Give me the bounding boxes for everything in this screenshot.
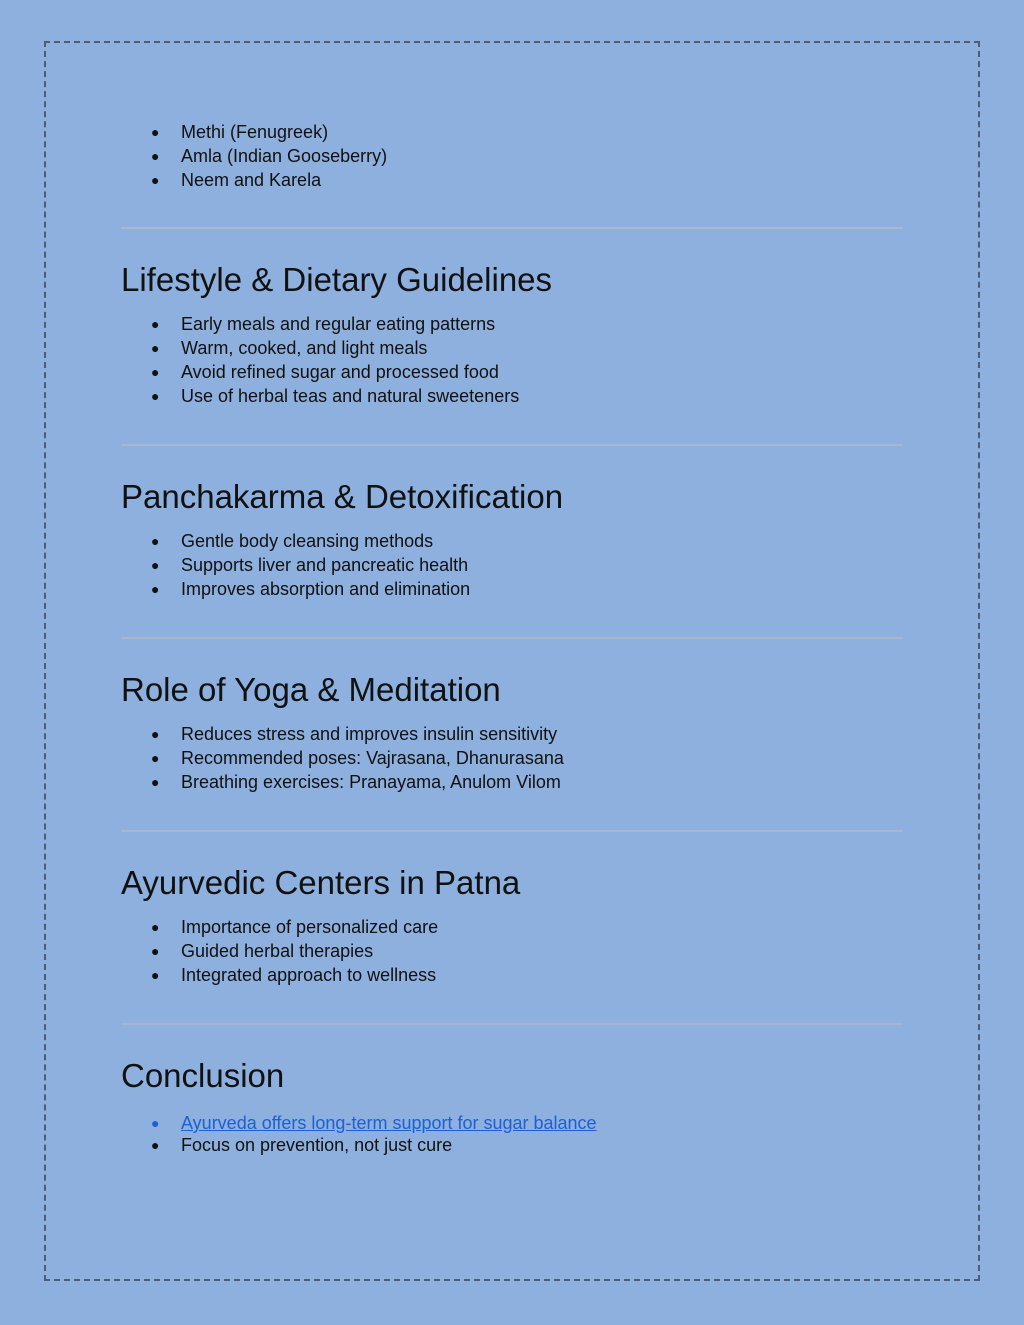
- section-divider: [121, 227, 903, 229]
- list-item: ● Supports liver and pancreatic health: [151, 555, 469, 575]
- bullet-icon: ●: [151, 1115, 160, 1131]
- bullet-icon: ●: [151, 581, 160, 597]
- bullet-icon: ●: [151, 172, 160, 188]
- bullet-icon: ●: [151, 774, 160, 790]
- section-title-centers: Ayurvedic Centers in Patna: [121, 864, 521, 901]
- panchakarma-list: [121, 529, 903, 601]
- list-item: ● Gentle body cleansing methods: [151, 531, 434, 551]
- bullet-icon: ●: [151, 750, 160, 766]
- bullet-icon: ●: [151, 726, 160, 742]
- bullet-icon: ●: [151, 364, 160, 380]
- list-item: ● Guided herbal therapies: [151, 941, 374, 961]
- list-item: ● Methi (Fenugreek): [151, 122, 329, 142]
- list-item: ● Warm, cooked, and light meals: [151, 338, 428, 358]
- section-title-conclusion: Conclusion: [121, 1057, 285, 1094]
- bullet-icon: ●: [151, 919, 160, 935]
- bullet-icon: ●: [151, 388, 160, 404]
- list-item: ● Importance of personalized care: [151, 917, 439, 937]
- bullet-icon: ●: [151, 1137, 160, 1153]
- list-item: [121, 1111, 903, 1135]
- section-title-lifestyle: Lifestyle & Dietary Guidelines: [121, 261, 553, 298]
- intro-herb-list: [121, 120, 903, 192]
- yoga-list: [121, 722, 903, 794]
- bullet-icon: ●: [151, 557, 160, 573]
- list-item: ● Use of herbal teas and natural sweeteners: [151, 386, 520, 406]
- section-divider: [121, 444, 903, 446]
- bullet-icon: ●: [151, 340, 160, 356]
- list-item: ● Early meals and regular eating patterns: [151, 314, 496, 334]
- list-item: ● Breathing exercises: Pranayama, Anulom Vilom: [151, 772, 561, 792]
- conclusion-link[interactable]: Ayurveda offers long-term support for sugar balance: [181, 1113, 597, 1133]
- list-item: ● Improves absorption and elimination: [151, 579, 471, 599]
- bullet-icon: ●: [151, 943, 160, 959]
- section-title-yoga: Role of Yoga & Meditation: [121, 671, 501, 708]
- list-item: ● Integrated approach to wellness: [151, 965, 437, 985]
- list-item: ● Amla (Indian Gooseberry): [151, 146, 388, 166]
- bullet-icon: ●: [151, 148, 160, 164]
- bullet-icon: ●: [151, 316, 160, 332]
- section-divider: [121, 637, 903, 639]
- list-item: ● Avoid refined sugar and processed food: [151, 362, 499, 382]
- section-divider: [121, 830, 903, 832]
- document-content: [121, 120, 903, 1157]
- bullet-icon: ●: [151, 533, 160, 549]
- section-title-panchakarma: Panchakarma & Detoxification: [121, 478, 564, 515]
- bullet-icon: ●: [151, 967, 160, 983]
- section-divider: [121, 1023, 903, 1025]
- bullet-icon: ●: [151, 124, 160, 140]
- list-item: ● Neem and Karela: [151, 170, 322, 190]
- centers-list: [121, 915, 903, 987]
- conclusion-list: [121, 1111, 903, 1157]
- list-item: ● Recommended poses: Vajrasana, Dhanurasana: [151, 748, 564, 768]
- list-item: ● Focus on prevention, not just cure: [151, 1135, 453, 1155]
- list-item: ● Reduces stress and improves insulin sensitivity: [151, 724, 558, 744]
- lifestyle-list: [121, 312, 903, 408]
